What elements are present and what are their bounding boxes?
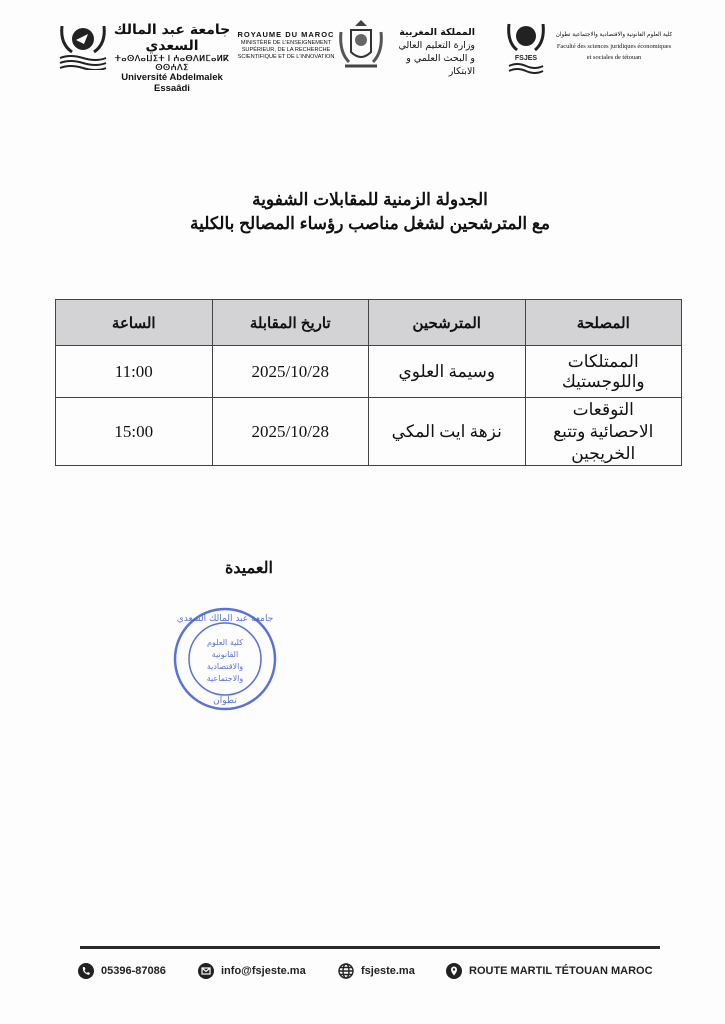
faculty-logo: [505, 18, 547, 76]
table-row: [56, 346, 682, 398]
ministry-ar: [390, 26, 475, 78]
title-line-1: الجدولة الزمنية للمقابلات الشفوية: [252, 190, 488, 209]
cell-time: 15:00: [56, 398, 213, 466]
header-candidates: المترشحين: [369, 300, 526, 346]
university-name-ar: جامعة عبد المالك السعدي: [113, 22, 231, 54]
header-department: المصلحة: [525, 300, 682, 346]
faculty-name-ar: كلية العلوم القانونية والاقتصادية والاجتماعية تطوان: [555, 32, 673, 38]
phone-icon: [78, 963, 94, 979]
globe-icon: [338, 963, 354, 979]
email-link[interactable]: info@fsjeste.ma: [221, 965, 306, 977]
cell-department: الممتلكات واللوجستيك: [525, 346, 682, 398]
university-name: [112, 22, 232, 94]
svg-text:تطوان: تطوان: [213, 696, 237, 706]
svg-text:كلية العلوم: كلية العلوم: [207, 638, 243, 647]
cell-date: 2025/10/28: [212, 346, 369, 398]
faculty-name-fr-2: et sociales de tétouan: [586, 54, 642, 61]
svg-text:والاقتصادية: والاقتصادية: [206, 662, 244, 671]
kingdom-ar: المملكة المغربية: [399, 27, 475, 38]
ministry-ar-line1: وزارة التعليم العالي: [398, 40, 475, 51]
cell-date: 2025/10/28: [212, 398, 369, 466]
location-pin-icon: [446, 963, 462, 979]
svg-text:القانونية: القانونية: [211, 650, 239, 659]
footer-phone: [78, 962, 166, 980]
ministry-fr: [236, 31, 336, 61]
interview-schedule-table: [55, 299, 682, 466]
faculty-name-fr-1: Faculté des sciences juridiques économiques: [556, 43, 672, 50]
header-interview-date: تاريخ المقابلة: [212, 300, 369, 346]
svg-text:والاجتماعية: والاجتماعية: [206, 674, 244, 683]
cell-candidate: نزهة ايت المكي: [369, 398, 526, 466]
faculty-name: [548, 30, 680, 63]
document-title: [150, 188, 590, 236]
header-time: الساعة: [56, 300, 213, 346]
footer-address: [446, 962, 653, 980]
kingdom-fr: ROYAUME DU MAROC: [237, 30, 335, 39]
table-header-row: [56, 300, 682, 346]
svg-text:FSJES: FSJES: [514, 55, 538, 62]
email-icon: [198, 963, 214, 979]
university-name-fr: Université Abdelmalek Essaâdi: [121, 72, 223, 94]
royal-emblem-icon: [337, 18, 385, 72]
ministry-name-fr: MINISTÈRE DE L'ENSEIGNEMENT SUPÉRIEUR, DE LA RECHERCHE SCIENTIFIQUE ET DE L'INNOVATION: [237, 40, 335, 60]
table-row: [56, 398, 682, 466]
address-text: ROUTE MARTIL TÉTOUAN MAROC: [469, 965, 653, 977]
phone-number: 05396-87086: [101, 965, 166, 977]
dean-title: العميدة: [225, 560, 273, 577]
ministry-ar-line2: و البحث العلمي و الابتكار: [406, 53, 475, 77]
svg-text:جامعة عبد المالك السعدي: جامعة عبد المالك السعدي: [176, 614, 274, 624]
official-stamp: [170, 605, 280, 713]
university-logo: [58, 22, 108, 70]
footer-email: [198, 962, 306, 980]
footer-website: [338, 962, 415, 980]
cell-candidate: وسيمة العلوي: [369, 346, 526, 398]
university-name-tifinagh: ⵜⴰⵙⴷⴰⵡⵉⵜ ⵏ ⵄⴰⴱⴷⵍⵎⴰⵍⴽ ⵙⵙⵄⴷⵉ: [114, 54, 230, 72]
title-line-2: مع المترشحين لشغل مناصب رؤساء المصالح بالكلية: [190, 214, 550, 233]
website-link[interactable]: fsjeste.ma: [361, 965, 415, 977]
cell-department: التوقعات الاحصائية وتتبع الخريجين: [525, 398, 682, 466]
footer-divider: [80, 946, 660, 949]
cell-time: 11:00: [56, 346, 213, 398]
